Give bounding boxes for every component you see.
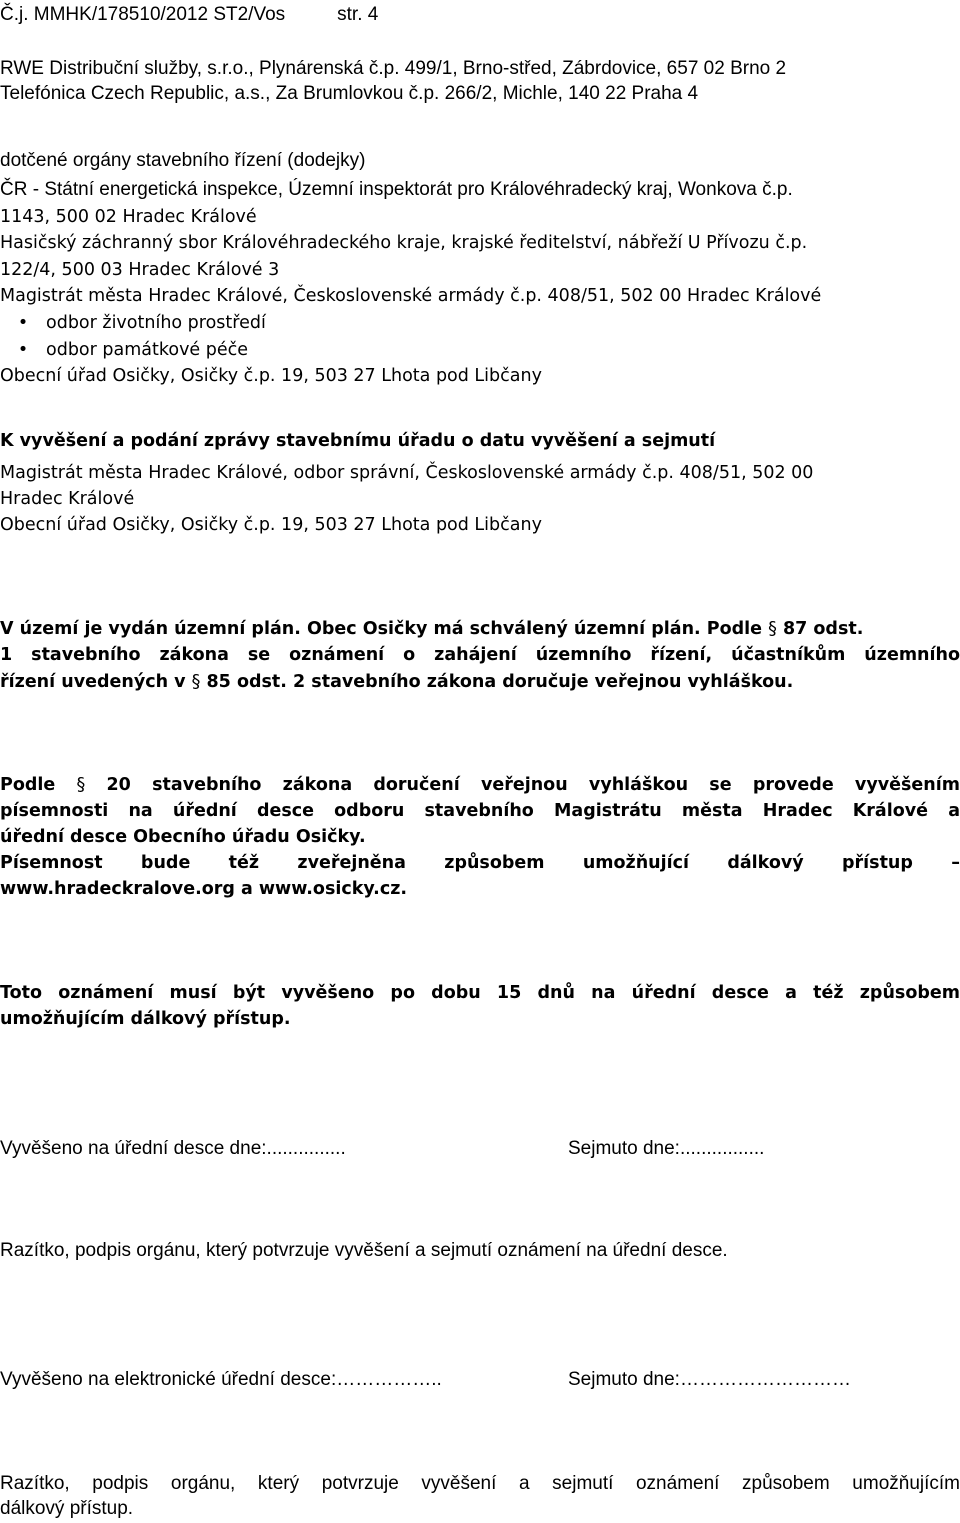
delivery-paragraph-line: úřední desce Obecního úřadu Osičky. <box>0 827 366 847</box>
bullet-item <box>0 338 960 362</box>
plan-paragraph-line: 1 stavebního zákona se oznámení o zahájení územního řízení, účastníkům územního <box>0 645 960 665</box>
electronic-posted-field <box>0 1368 960 1392</box>
posting-line: Obecní úřad Osičky, Osičky č.p. 19, 503 27 Lhota pod Libčany <box>0 515 542 535</box>
bullet-icon: • <box>17 313 29 333</box>
authority-line: Magistrát města Hradec Králové, Československé armády č.p. 408/51, 502 00 Hradec Králové <box>0 286 822 306</box>
reference-number: Č.j. MMHK/178510/2012 ST2/Vos <box>0 4 286 25</box>
posting-line: Magistrát města Hradec Králové, odbor správní, Československé armády č.p. 408/51, 502 00 <box>0 463 814 483</box>
delivery-paragraph-line: písemnosti na úřední desce odboru stavebního Magistrátu města Hradec Králové a <box>0 801 960 821</box>
plan-text: V území je vydán územní plán. Obec Osičky má schválený územní plán. Podle <box>0 619 763 639</box>
electronic-stamp-note: Razítko, podpis orgánu, který potvrzuje vyvěšení a sejmutí oznámení způsobem umožňujícím <box>0 1473 960 1494</box>
notice-line: umožňujícím dálkový přístup. <box>0 1009 291 1029</box>
stamp-note: Razítko, podpis orgánu, který potvrzuje vyvěšení a sejmutí oznámení na úřední desce. <box>0 1240 728 1261</box>
posted-date-field <box>0 1137 960 1161</box>
plan-paragraph-line <box>0 670 960 694</box>
electronic-posted-label: Vyvěšeno na elektronické úřední desce:…………….. <box>0 1369 442 1390</box>
section-sign: § <box>768 619 777 639</box>
authority-line: 1143, 500 02 Hradec Králové <box>0 207 257 227</box>
electronic-stamp-note: dálkový přístup. <box>0 1498 134 1519</box>
delivery-paragraph-line <box>0 773 960 797</box>
authority-line: 122/4, 500 03 Hradec Králové 3 <box>0 260 280 280</box>
authority-line: Hasičský záchranný sbor Královéhradeckého kraje, krajské ředitelství, nábřeží U Přívozu č.p. <box>0 233 808 253</box>
plan-text: 87 odst. <box>782 619 864 639</box>
delivery-paragraph-line: Písemnost bude též zveřejněna způsobem umožňující dálkový přístup – <box>0 853 960 873</box>
bullet-text: odbor životního prostředí <box>46 313 266 333</box>
electronic-removed-label: Sejmuto dne:……………………… <box>568 1369 851 1390</box>
authority-line: Obecní úřad Osičky, Osičky č.p. 19, 503 27 Lhota pod Libčany <box>0 366 542 386</box>
plan-text: řízení uvedených v <box>0 672 186 692</box>
bullet-item <box>0 311 960 335</box>
bullet-text: odbor památkové péče <box>46 340 249 360</box>
posting-heading: K vyvěšení a podání zprávy stavebnímu úřadu o datu vyvěšení a sejmutí <box>0 431 716 451</box>
removed-label: Sejmuto dne:................ <box>568 1138 765 1159</box>
authorities-heading: dotčené orgány stavebního řízení (dodejky) <box>0 150 366 171</box>
delivery-text: Podle <box>0 775 56 795</box>
posting-line: Hradec Králové <box>0 489 135 509</box>
authority-line: ČR - Státní energetická inspekce, Územní inspektorát pro Královéhradecký kraj, Wonkova č.p. <box>0 179 793 200</box>
document-header <box>0 3 960 27</box>
plan-text: 85 odst. 2 stavebního zákona doručuje veřejnou vyhláškou. <box>206 672 794 692</box>
recipient-line: Telefónica Czech Republic, a.s., Za Brumlovkou č.p. 266/2, Michle, 140 22 Praha 4 <box>0 83 699 104</box>
bullet-icon: • <box>17 340 29 360</box>
delivery-paragraph-line: www.hradeckralove.org a www.osicky.cz. <box>0 879 408 899</box>
posted-label: Vyvěšeno na úřední desce dne:............... <box>0 1138 346 1159</box>
page-number: str. 4 <box>337 4 379 25</box>
notice-line: Toto oznámení musí být vyvěšeno po dobu 15 dnů na úřední desce a též způsobem <box>0 983 960 1003</box>
delivery-text: 20 stavebního zákona doručení veřejnou vyhláškou se provede vyvěšením <box>106 775 960 795</box>
section-sign: § <box>76 775 86 795</box>
recipient-line: RWE Distribuční služby, s.r.o., Plynárenská č.p. 499/1, Brno-střed, Zábrdovice, 657 02 Brno 2 <box>0 58 787 79</box>
section-sign: § <box>191 672 201 692</box>
plan-paragraph-line <box>0 617 960 641</box>
